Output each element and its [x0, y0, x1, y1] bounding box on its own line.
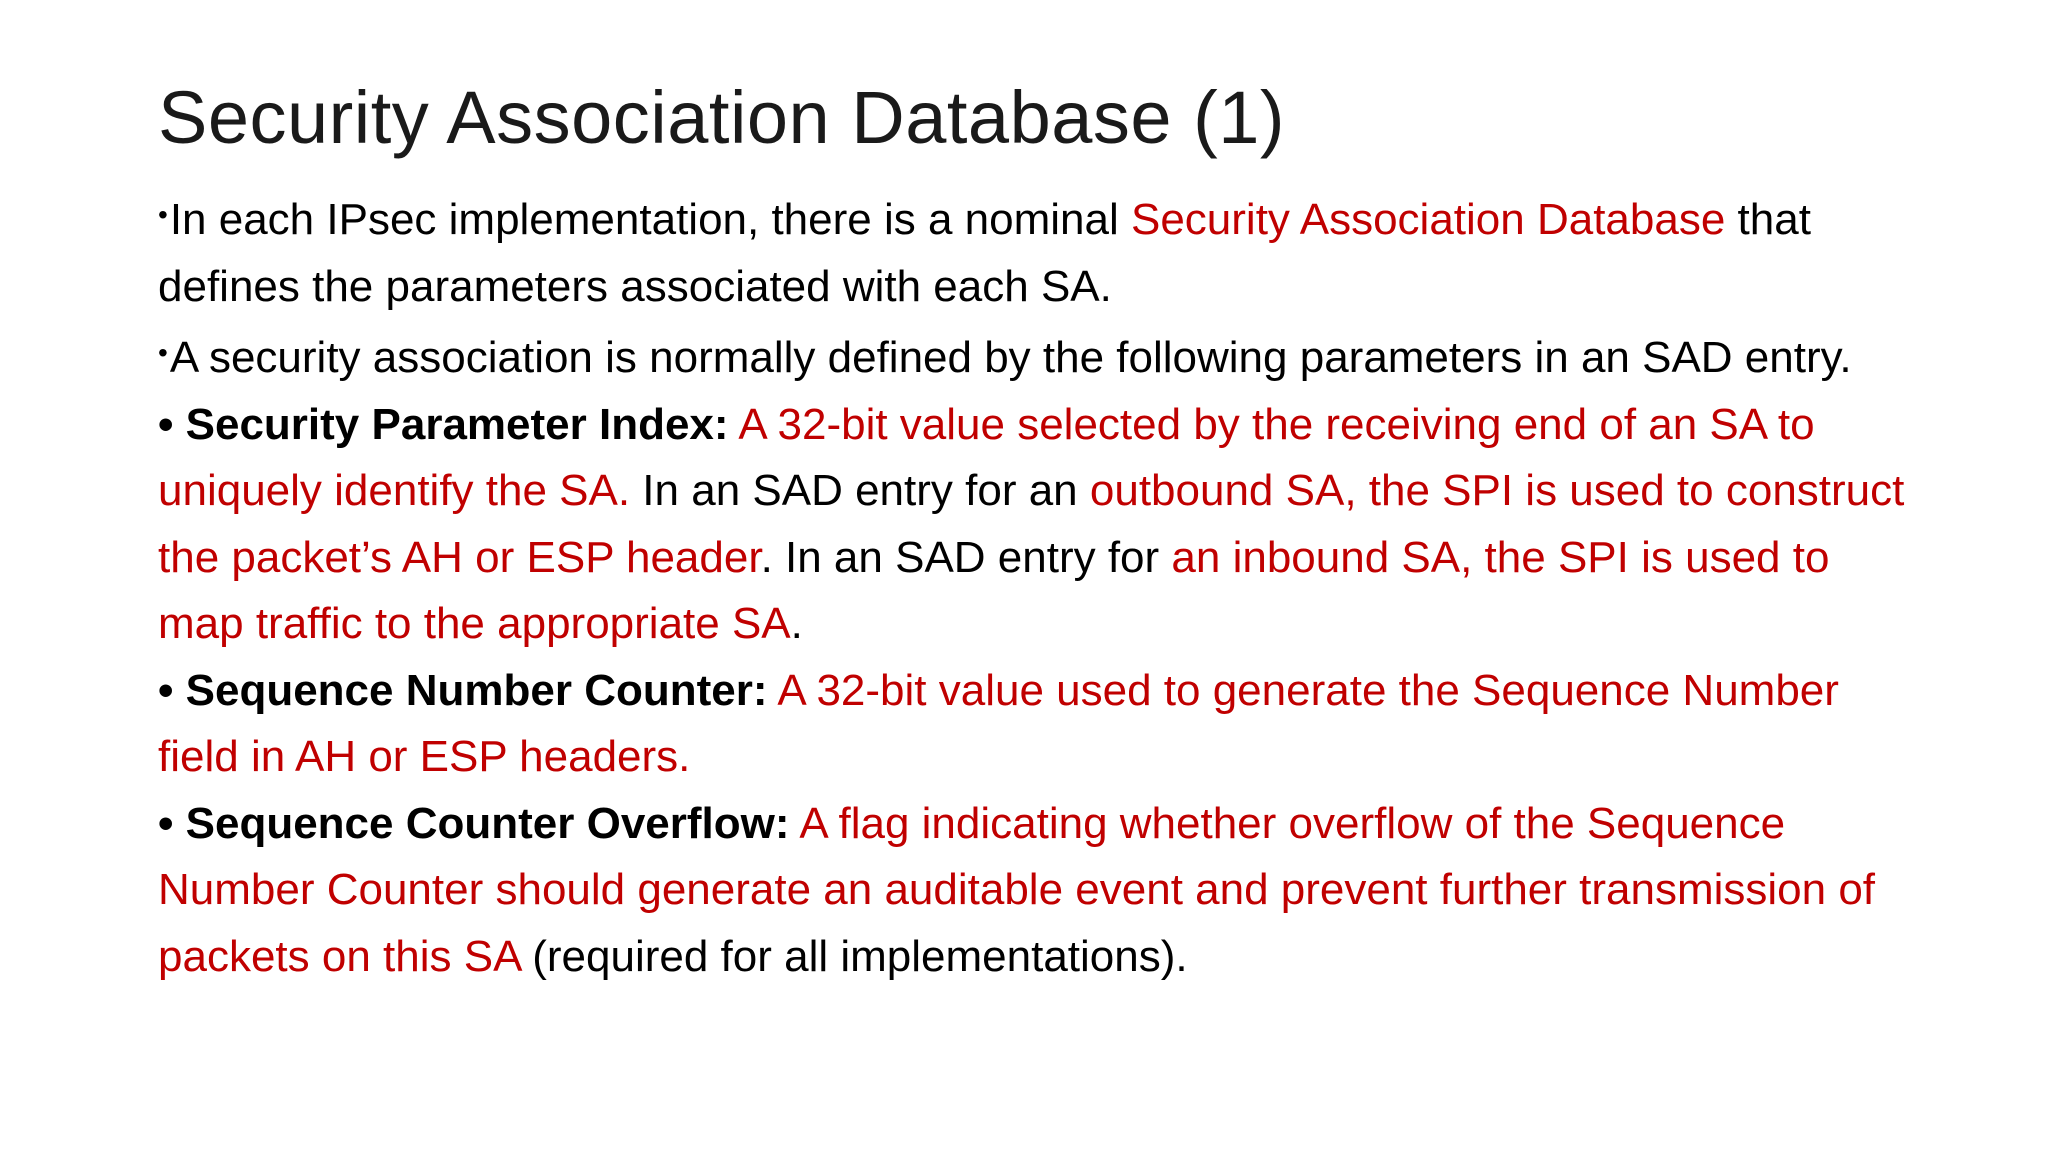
bullet-text: A security association is normally defined by the following parameters in an SAD entry. [169, 333, 1852, 382]
bullet-marker: • [158, 798, 174, 848]
bullet-sa-definition [158, 320, 1918, 392]
bullet-sad-intro [158, 182, 1918, 320]
bullet-text: that defines the parameters associated with each SA. [158, 195, 1811, 311]
spi-outbound: outbound SA, the SPI is used to construct the packet’s AH or ESP header [158, 466, 1905, 582]
spi-definition: A 32-bit value selected by the receiving end of an SA to uniquely identify the SA. [158, 399, 1815, 515]
bullet-text: In an SAD entry for an [630, 466, 1090, 515]
seq-overflow-definition: A flag indicating whether overflow of the Sequence Number Counter should generate an auditable event and prevent further transmission of packets on this SA [158, 798, 1876, 981]
seq-counter-definition: A 32-bit value used to generate the Sequence Number field in AH or ESP headers. [158, 665, 1839, 781]
term-seq-overflow: Sequence Counter Overflow: [185, 798, 790, 848]
term-seq-counter: Sequence Number Counter: [185, 665, 768, 715]
bullet-marker: • [158, 199, 168, 230]
slide-title: Security Association Database (1) [158, 76, 1286, 159]
bullet-marker: • [158, 665, 174, 715]
bullet-text: . [790, 599, 803, 648]
bullet-text: In each IPsec implementation, there is a nominal [169, 195, 1131, 244]
spi-inbound: an inbound SA, the SPI is used to map traffic to the appropriate SA [158, 532, 1830, 648]
bullet-marker: • [158, 399, 174, 449]
bullet-marker: • [158, 337, 168, 368]
bullet-text: (required for all implementations). [520, 931, 1188, 981]
bullet-spi [158, 392, 1918, 658]
slide-body [158, 182, 1918, 990]
highlight-sad-term: Security Association Database [1130, 195, 1726, 244]
bullet-seq-counter [158, 658, 1918, 791]
bullet-text: . In an SAD entry for [760, 532, 1172, 582]
term-spi: Security Parameter Index: [185, 399, 729, 449]
bullet-seq-overflow [158, 791, 1918, 991]
